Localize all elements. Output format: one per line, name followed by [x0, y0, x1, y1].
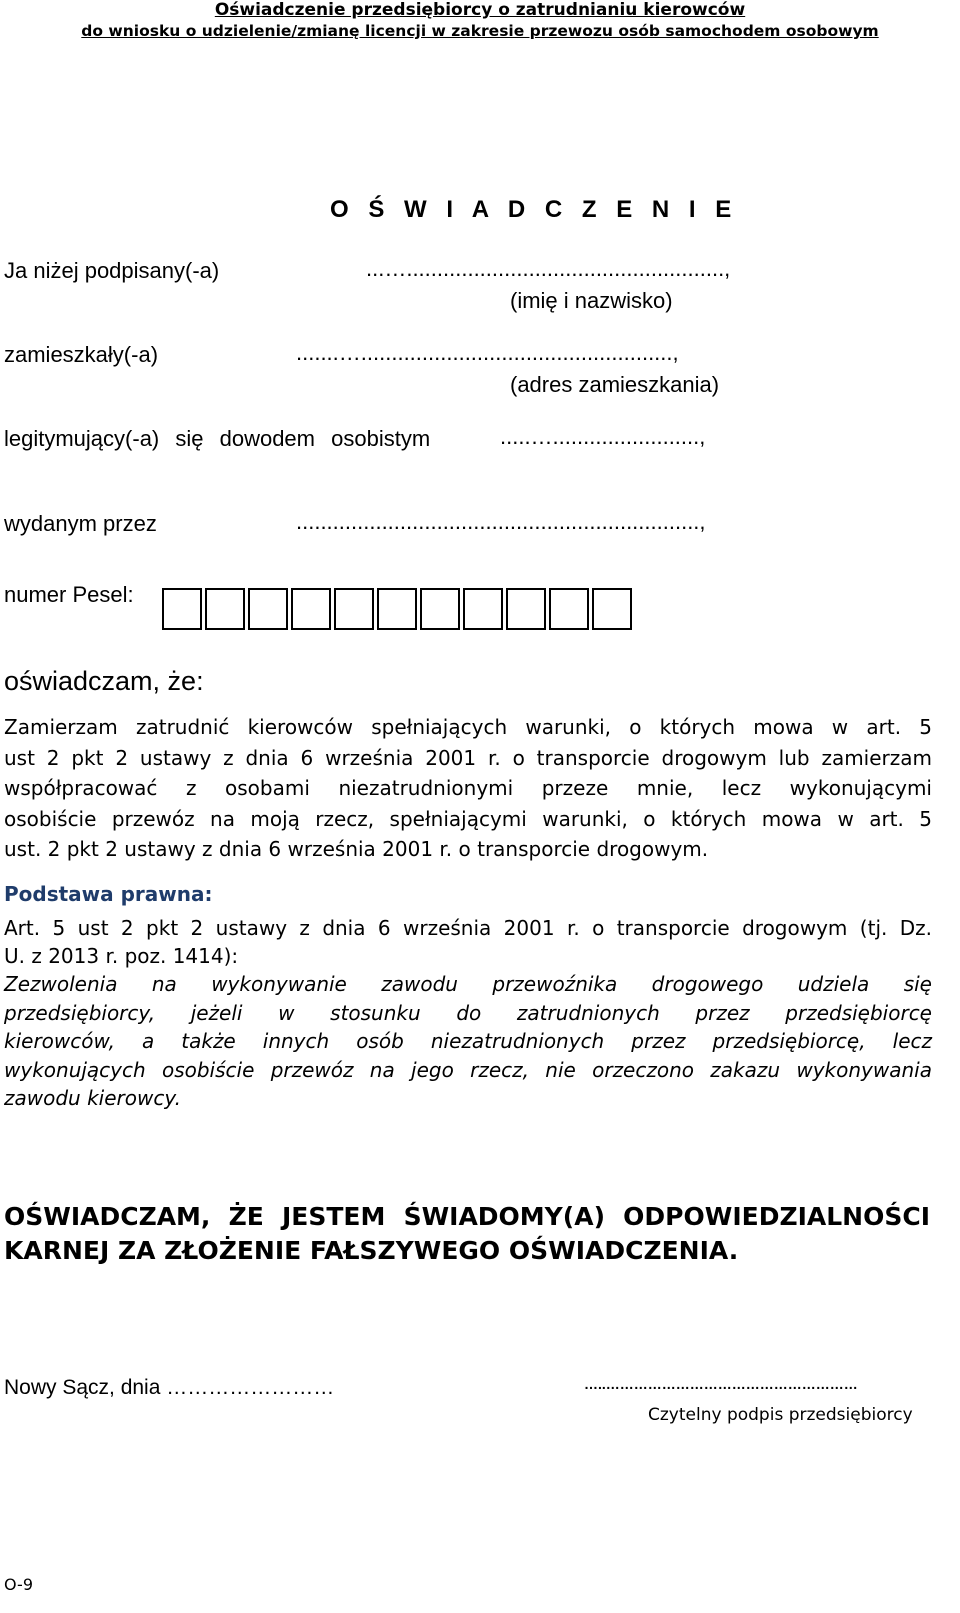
- issued-by-label: wydanym przez: [4, 511, 157, 536]
- form-code: O-9: [4, 1575, 33, 1594]
- name-label: Ja niżej podpisany(-a): [4, 258, 220, 283]
- pesel-digit-box[interactable]: [463, 588, 503, 630]
- pesel-digit-box[interactable]: [248, 588, 288, 630]
- pesel-digit-box[interactable]: [506, 588, 546, 630]
- header-subtitle: do wniosku o udzielenie/zmianę licencji w zakresie przewozu osób samochodem osobowym: [81, 22, 879, 40]
- legal-basis-heading: Podstawa prawna:: [4, 882, 213, 906]
- pesel-digit-box[interactable]: [334, 588, 374, 630]
- pesel-digit-box[interactable]: [291, 588, 331, 630]
- quote-line: zawodu kierowcy.: [4, 1086, 181, 1110]
- name-field[interactable]: ...…....................................................,: [366, 256, 731, 281]
- legal-quote: [4, 970, 932, 1113]
- declaration-line: OŚWIADCZAM, ŻE JESTEM ŚWIADOMY(A) ODPOWIEDZIALNOŚCI: [4, 1202, 930, 1231]
- id-label: legitymujący(-a) się dowodem osobistym: [4, 426, 431, 451]
- document-title: O Ś W I A D C Z E N I E: [330, 196, 738, 223]
- quote-line: wykonujących osobiście przewóz na jego rzecz, nie orzeczono zakazu wykonywania: [4, 1057, 932, 1082]
- issued-by-field[interactable]: ..................................................................,: [296, 509, 706, 534]
- id-field[interactable]: .....…........................,: [500, 424, 706, 449]
- legal-basis-line: Art. 5 ust 2 pkt 2 ustawy z dnia 6 września 2001 r. o transporcie drogowym (tj. Dz.: [4, 916, 932, 940]
- statement-intro: oświadczam, że:: [4, 666, 204, 696]
- quote-line: kierowców, a także innych osób niezatrudnionych przez przedsiębiorcę, lecz: [4, 1029, 932, 1053]
- place-date-field[interactable]: Nowy Sącz, dnia ……………………: [4, 1376, 335, 1399]
- pesel-digit-box[interactable]: [592, 588, 632, 630]
- statement-line: Zamierzam zatrudnić kierowców spełniających warunki, o których mowa w art. 5: [4, 715, 932, 739]
- statement-line: ust 2 pkt 2 ustawy z dnia 6 września 2001 r. o transporcie drogowym lub zamierzam: [4, 745, 932, 770]
- pesel-label: numer Pesel:: [4, 582, 134, 607]
- statement-paragraph: [4, 712, 932, 865]
- pesel-digit-box[interactable]: [205, 588, 245, 630]
- statement-line: osobiście przewóz na moją rzecz, spełniającymi warunki, o których mowa w art. 5: [4, 806, 932, 831]
- address-field[interactable]: .......…...................................................,: [296, 340, 679, 365]
- header-title: Oświadczenie przedsiębiorcy o zatrudnianiu kierowców: [214, 0, 746, 20]
- pesel-digit-box[interactable]: [162, 588, 202, 630]
- quote-line: Zezwolenia na wykonywanie zawodu przewoźnika drogowego udziela się: [4, 972, 932, 996]
- pesel-digit-box[interactable]: [420, 588, 460, 630]
- signature-field[interactable]: …..………………………………………………: [584, 1376, 858, 1392]
- pesel-boxes[interactable]: [162, 588, 635, 630]
- name-hint: (imię i nazwisko): [510, 288, 673, 313]
- pesel-digit-box[interactable]: [377, 588, 417, 630]
- quote-line: przedsiębiorcy, jeżeli w stosunku do zatrudnionych przez przedsiębiorcę: [4, 1000, 932, 1025]
- legal-basis-text: [4, 914, 932, 970]
- address-hint: (adres zamieszkania): [510, 372, 720, 397]
- statement-line: współpracować z osobami niezatrudnionymi przeze mnie, lecz wykonującymi: [4, 776, 932, 800]
- liability-declaration: [4, 1200, 930, 1268]
- pesel-digit-box[interactable]: [549, 588, 589, 630]
- statement-line: ust. 2 pkt 2 ustawy z dnia 6 września 2001 r. o transporcie drogowym.: [4, 837, 709, 861]
- legal-basis-line: U. z 2013 r. poz. 1414):: [4, 944, 239, 968]
- signature-caption: Czytelny podpis przedsiębiorcy: [648, 1405, 913, 1425]
- declaration-line: KARNEJ ZA ZŁOŻENIE FAŁSZYWEGO OŚWIADCZENIA.: [4, 1236, 739, 1265]
- address-label: zamieszkały(-a): [4, 342, 159, 367]
